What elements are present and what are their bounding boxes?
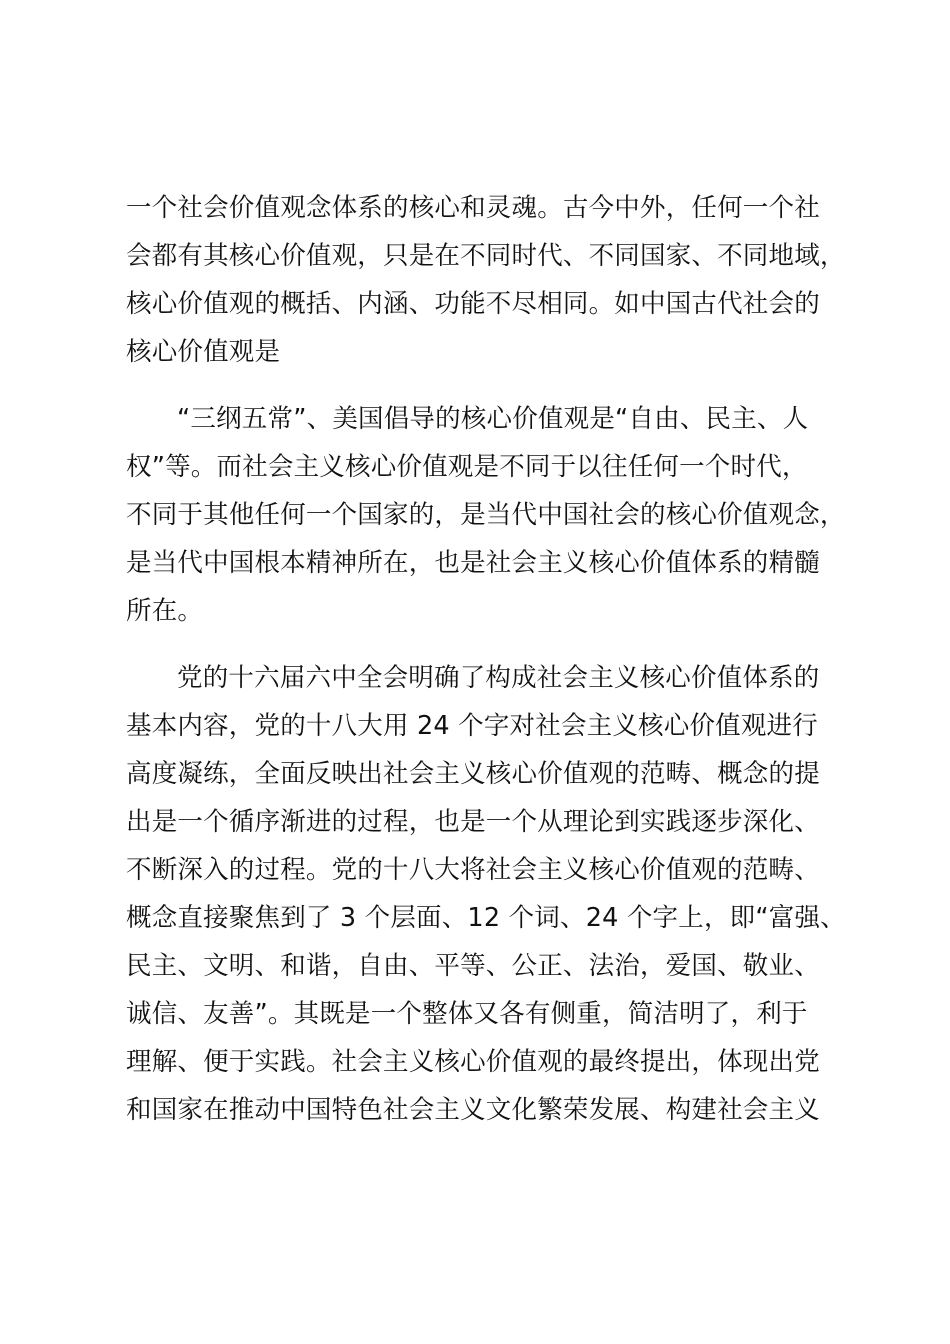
text-line: “三纲五常”、美国倡导的核心价值观是“自由、民主、人 bbox=[177, 404, 809, 434]
paragraph-2 bbox=[126, 395, 846, 635]
text-line: 所在。 bbox=[126, 596, 204, 626]
text-line: 民主、文明、和谐，自由、平等、公正、法治，爱国、敬业、 bbox=[126, 951, 820, 981]
text-line: 高度凝练，全面反映出社会主义核心价值观的范畴、概念的提 bbox=[126, 759, 820, 789]
paragraph-1 bbox=[126, 184, 846, 376]
text-line: 一个社会价值观念体系的核心和灵魂。古今中外，任何一个社 bbox=[126, 193, 820, 223]
text-line: 是当代中国根本精神所在，也是社会主义核心价值体系的精髓 bbox=[126, 548, 820, 578]
paragraph-3 bbox=[126, 654, 846, 1134]
text-line: 权”等。而社会主义核心价值观是不同于以往任何一个时代， bbox=[126, 452, 808, 482]
document-body bbox=[126, 184, 846, 1134]
text-line: 不断深入的过程。党的十八大将社会主义核心价值观的范畴、 bbox=[126, 855, 820, 885]
text-line: 概念直接聚焦到了 3 个层面、12 个词、24 个字上，即“富强、 bbox=[126, 903, 846, 933]
text-line: 和国家在推动中国特色社会主义文化繁荣发展、构建社会主义 bbox=[126, 1095, 820, 1125]
text-line: 会都有其核心价值观，只是在不同时代、不同国家、不同地域， bbox=[126, 241, 846, 271]
text-line: 基本内容，党的十八大用 24 个字对社会主义核心价值观进行 bbox=[126, 711, 818, 741]
text-line: 理解、便于实践。社会主义核心价值观的最终提出，体现出党 bbox=[126, 1047, 820, 1077]
text-line: 出是一个循序渐进的过程，也是一个从理论到实践逐步深化、 bbox=[126, 807, 820, 837]
text-line: 党的十六届六中全会明确了构成社会主义核心价值体系的 bbox=[177, 663, 820, 693]
text-line: 核心价值观的概括、内涵、功能不尽相同。如中国古代社会的 bbox=[126, 289, 820, 319]
text-line: 诚信、友善”。其既是一个整体又各有侧重，简洁明了，利于 bbox=[126, 999, 808, 1029]
text-line: 不同于其他任何一个国家的，是当代中国社会的核心价值观念， bbox=[126, 500, 846, 530]
text-line: 核心价值观是 bbox=[126, 337, 281, 367]
